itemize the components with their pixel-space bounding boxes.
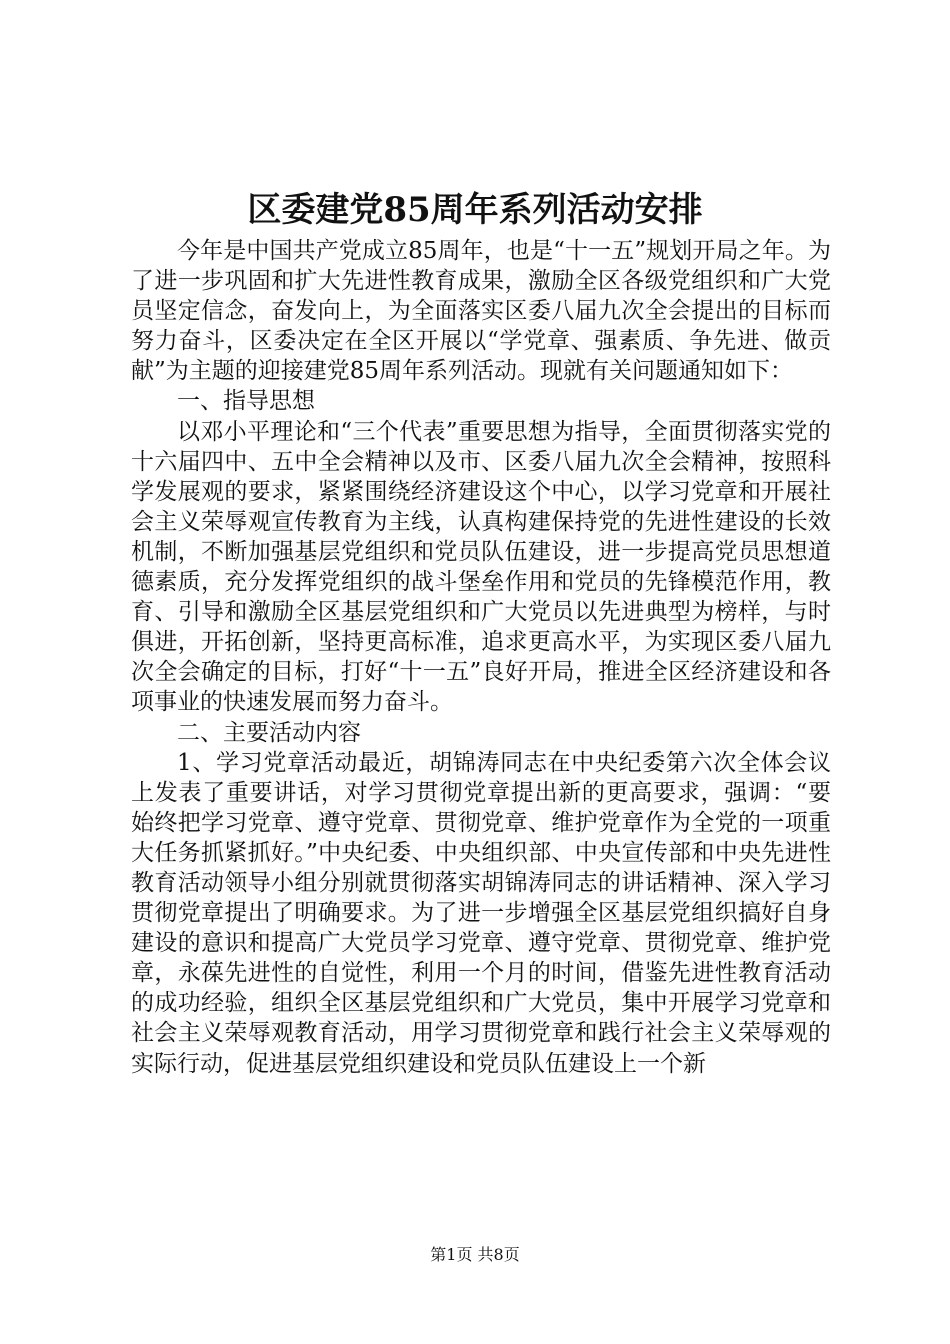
document-body bbox=[131, 236, 831, 1079]
document-title: 区委建党85周年系列活动安排 bbox=[247, 190, 703, 230]
section-heading-guiding-ideology: 一、指导思想 bbox=[177, 388, 315, 415]
main-activities-paragraph: 1、学习党章活动最近，胡锦涛同志在中央纪委第六次全体会议上发表了重要讲话，对学习贯彻党章提出新的更高要求，强调：“要始终把学习党章、遵守党章、贯彻党章、维护党章作为全党的一项重大任务抓紧抓好。”中央纪委、中央组织部、中央宣传部和中央先进性教育活动领导小组分别就贯彻落实胡锦涛同志的讲话精神、深入学习贯彻党章提出了明确要求。为了进一步增强全区基层党组织搞好自身建设的意识和提高广大党员学习党章、遵守党章、贯彻党章、维护党章，永葆先进性的自觉性，利用一个月的时间，借鉴先进性教育活动的成功经验，组织全区基层党组织和广大党员，集中开展学习党章和社会主义荣辱观教育活动，用学习贯彻党章和践行社会主义荣辱观的实际行动，促进基层党组织建设和党员队伍建设上一个新 bbox=[131, 749, 831, 1077]
page-footer: 第1页 共8页 bbox=[430, 1245, 520, 1264]
intro-paragraph: 今年是中国共产党成立85周年，也是“十一五”规划开局之年。为了进一步巩固和扩大先进性教育成果，激励全区各级党组织和广大党员坚定信念，奋发向上，为全面落实区委八届九次全会提出的目标而努力奋斗，区委决定在全区开展以“学党章、强素质、争先进、做贡献”为主题的迎接建党85周年系列活动。现就有关问题通知如下： bbox=[131, 238, 831, 385]
section-heading-main-activities: 二、主要活动内容 bbox=[177, 719, 361, 746]
guiding-ideology-paragraph: 以邓小平理论和“三个代表”重要思想为指导，全面贯彻落实党的十六届四中、五中全会精神以及市、区委八届九次全会精神，按照科学发展观的要求，紧紧围绕经济建设这个中心，以学习党章和开展社会主义荣辱观宣传教育为主线，认真构建保持党的先进性建设的长效机制，不断加强基层党组织和党员队伍建设，进一步提高党员思想道德素质，充分发挥党组织的战斗堡垒作用和党员的先锋模范作用，教育、引导和激励全区基层党组织和广大党员以先进典型为榜样，与时俱进，开拓创新，坚持更高标准，追求更高水平，为实现区委八届九次全会确定的目标，打好“十一五”良好开局，推进全区经济建设和各项事业的快速发展而努力奋斗。 bbox=[131, 418, 831, 716]
